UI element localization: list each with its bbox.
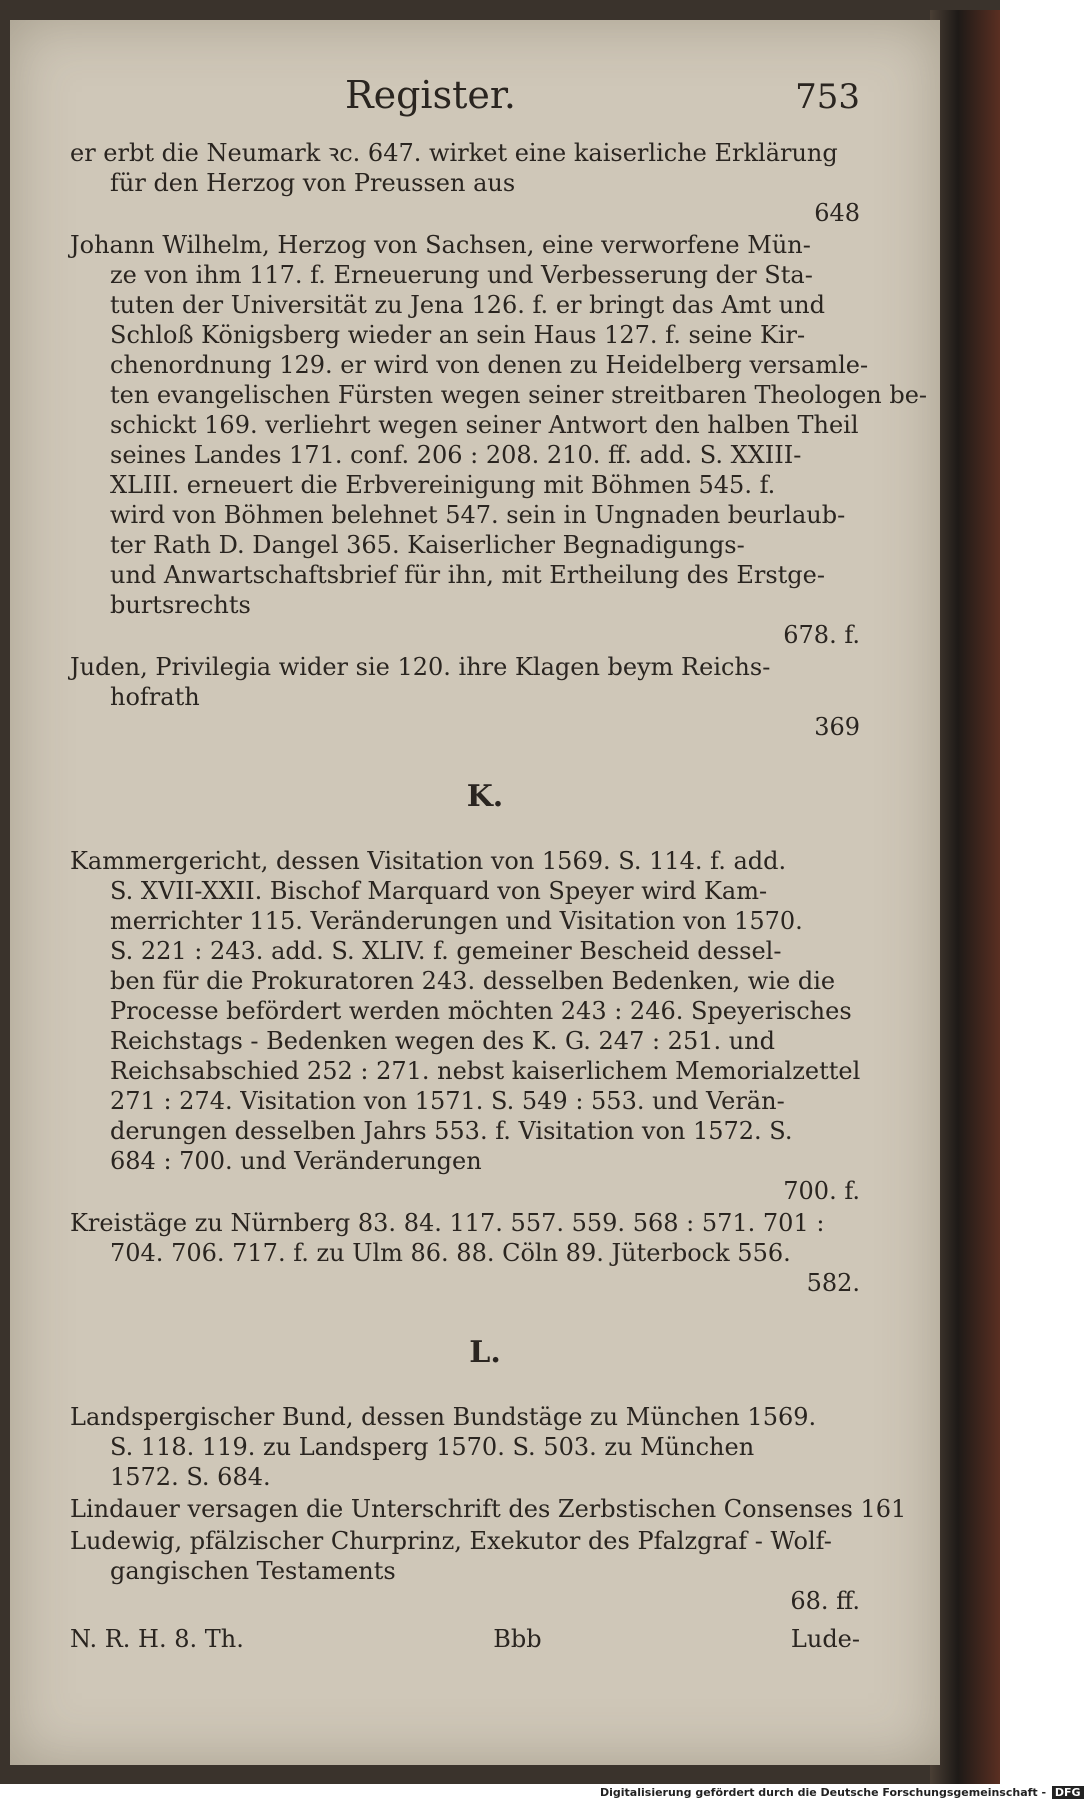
entry-line: Reichsabschied 252 : 271. nebst kaiserlichem Memorialzettel	[110, 1057, 861, 1085]
page-number: 753	[795, 77, 860, 117]
index-entry	[70, 1208, 900, 1298]
entry-line: Processe befördert werden möchten 243 : 246. Speyerisches	[110, 997, 852, 1025]
index-entry	[70, 1526, 900, 1616]
entry-line: und Anwartschaftsbrief für ihn, mit Ertheilung des Erstge-	[110, 561, 825, 589]
entry-line: ben für die Prokuratoren 243. desselben Bedenken, wie die	[110, 967, 836, 995]
page-reference: 582.	[806, 1269, 860, 1297]
entry-line: wird von Böhmen belehnet 547. sein in Ungnaden beurlaub-	[110, 501, 846, 529]
entry-line: seines Landes 171. conf. 206 : 208. 210. ff. add. S. XXIII-	[110, 441, 802, 469]
entry-line: er erbt die Neumark ꝛc. 647. wirket eine kaiserliche Erklärung	[70, 139, 838, 167]
entry-line: merrichter 115. Veränderungen und Visitation von 1570.	[110, 907, 803, 935]
entry-line: ter Rath D. Dangel 365. Kaiserlicher Begnadigungs-	[110, 531, 745, 559]
sheet-mark: Bbb	[493, 1625, 542, 1653]
page-footer	[70, 1624, 900, 1654]
entry-line: gangischen Testaments	[110, 1557, 396, 1585]
entry-line: für den Herzog von Preussen aus	[110, 169, 516, 197]
entry-line: Juden, Privilegia wider sie 120. ihre Klagen beym Reichs-	[70, 653, 771, 681]
entry-line: Landspergischer Bund, dessen Bundstäge zu München 1569.	[70, 1403, 817, 1431]
entry-line: Lindauer versagen die Unterschrift des Zerbstischen Consenses 161	[70, 1495, 907, 1523]
entry-line: Ludewig, pfälzischer Churprinz, Exekutor des Pfalzgraf - Wolf-	[70, 1527, 832, 1555]
page-reference: 700. f.	[783, 1177, 860, 1205]
entries-l	[70, 1402, 907, 1616]
page-reference: 369	[814, 713, 860, 741]
catchword: Lude-	[790, 1625, 860, 1653]
entry-line: S. 221 : 243. add. S. XLIV. f. gemeiner Bescheid dessel-	[110, 937, 782, 965]
dfg-logo: DFG	[1052, 1786, 1084, 1799]
entry-line: S. XVII-XXII. Bischof Marquard von Speyer wird Kam-	[110, 877, 768, 905]
digitization-credit	[600, 1786, 1084, 1799]
entry-line: chenordnung 129. er wird von denen zu Heidelberg versamle-	[110, 351, 869, 379]
entry-line: Kreistäge zu Nürnberg 83. 84. 117. 557. 559. 568 : 571. 701 :	[70, 1209, 825, 1237]
entry-line: tuten der Universität zu Jena 126. f. er bringt das Amt und	[110, 291, 825, 319]
section-heading-k: K.	[466, 779, 504, 814]
entry-line: 684 : 700. und Veränderungen	[110, 1147, 482, 1175]
entry-line: S. 118. 119. zu Landsperg 1570. S. 503. zu München	[110, 1433, 755, 1461]
entry-line: Reichstags - Bedenken wegen des K. G. 247 : 251. und	[110, 1027, 776, 1055]
entry-line: 271 : 274. Visitation von 1571. S. 549 : 553. und Verän-	[110, 1087, 785, 1115]
credit-text: Digitalisierung gefördert durch die Deutsche Forschungsgemeinschaft -	[600, 1786, 1047, 1799]
index-entry	[70, 138, 900, 228]
entry-line: hofrath	[110, 683, 200, 711]
index-entry	[70, 230, 928, 650]
entries-j	[70, 138, 928, 742]
page-reference: 68. ff.	[790, 1587, 860, 1615]
entry-line: derungen desselben Jahrs 553. f. Visitation von 1572. S.	[110, 1117, 793, 1145]
page-reference: 648	[814, 199, 860, 227]
index-entry	[70, 846, 900, 1206]
entries-k	[70, 846, 900, 1298]
header-title: Register.	[345, 73, 516, 117]
entry-line: ten evangelischen Fürsten wegen seiner streitbaren Theologen be-	[110, 381, 928, 409]
entry-line: burtsrechts	[110, 591, 251, 619]
entry-line: schickt 169. verliehrt wegen seiner Antwort den halben Theil	[110, 411, 859, 439]
book-spine	[930, 10, 1000, 1784]
page-text	[70, 73, 928, 1654]
entry-line: Kammergericht, dessen Visitation von 1569. S. 114. f. add.	[70, 847, 787, 875]
running-header	[70, 73, 900, 117]
page-reference: 678. f.	[783, 621, 860, 649]
entry-line: 1572. S. 684.	[110, 1463, 271, 1491]
entry-line: Schloß Königsberg wieder an sein Haus 127. f. seine Kir-	[110, 321, 806, 349]
entry-line: 704. 706. 717. f. zu Ulm 86. 88. Cöln 89. Jüterbock 556.	[110, 1239, 791, 1267]
volume-signature: N. R. H. 8. Th.	[70, 1625, 244, 1653]
index-entry	[70, 1402, 900, 1492]
section-heading-l: L.	[469, 1335, 501, 1370]
index-entry	[70, 1494, 907, 1524]
entry-line: ze von ihm 117. f. Erneuerung und Verbesserung der Sta-	[110, 261, 813, 289]
entry-line: XLIII. erneuert die Erbvereinigung mit Böhmen 545. f.	[110, 471, 776, 499]
index-entry	[70, 652, 900, 742]
entry-line: Johann Wilhelm, Herzog von Sachsen, eine verworfene Mün-	[70, 231, 811, 259]
